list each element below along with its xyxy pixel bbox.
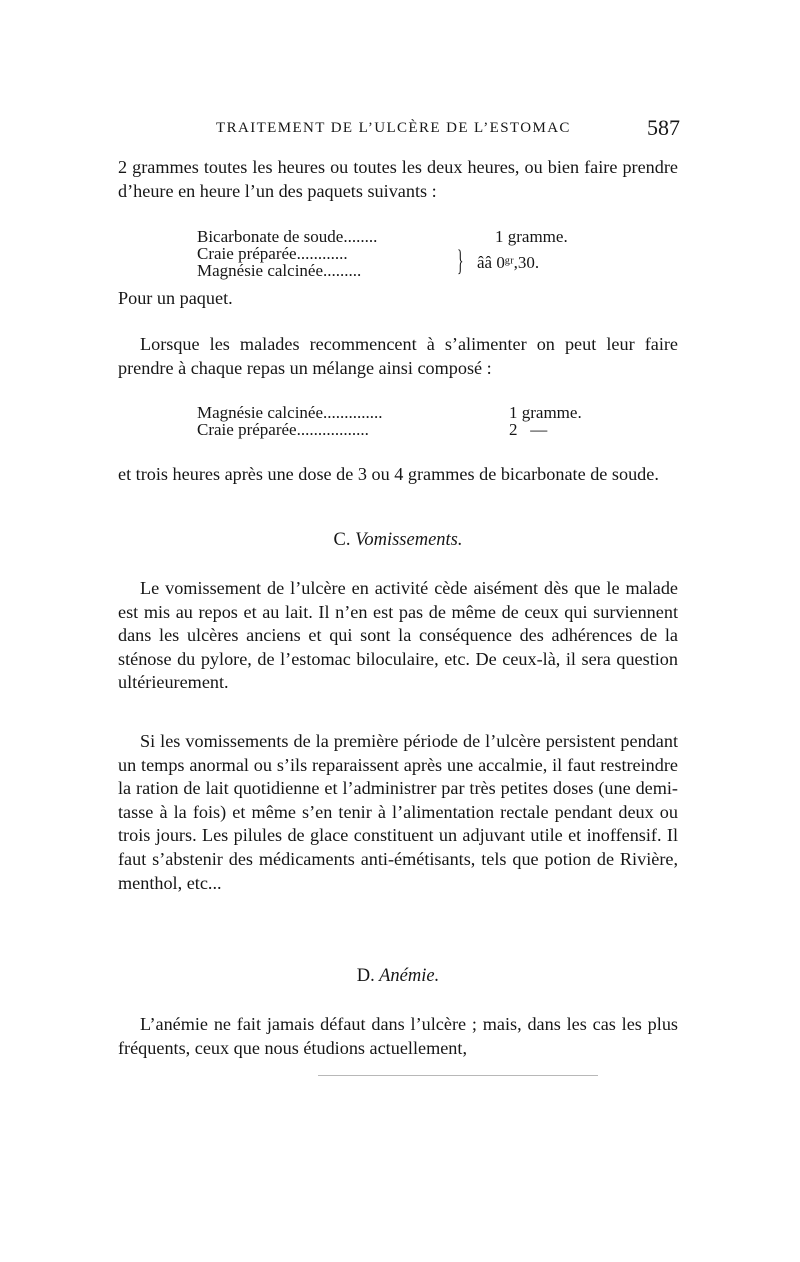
recipe-row [197,420,548,439]
section-title: Vomissements. [355,530,463,550]
page-header [118,116,680,146]
recipe-row [197,403,582,422]
section-heading-anemie [118,966,678,987]
section-letter: D. [356,966,375,986]
ingredient-dose: 1 gramme. [509,403,582,422]
ingredient-name: Magnésie calcinée......... [197,261,362,280]
recipe-row [197,227,568,246]
paragraph-intro: 2 grammes toutes les heures ou toutes les deux heures, ou bien faire prendre d’heure en heure l’un des paquets suivants : [118,157,678,201]
page-number: 587 [647,115,680,140]
paragraph-bicarbonate: et trois heures après une dose de 3 ou 4 grammes de bicarbonate de soude. [118,464,659,484]
paragraph-alimentation: Lorsque les malades recommencent à s’alimenter on peut leur faire prendre à chaque repas un mélange ainsi composé : [118,334,678,378]
section-title: Anémie. [379,966,440,986]
shared-dose: ââ 0ᵍʳ,30. [477,253,540,272]
recipe-repas [197,403,582,439]
paragraph-vomissements-persistants: Si les vomissements de la première période de l’ulcère persistent pendant un temps anormal ou s’ils reparaissent après une accalmie, il faut restreindre la ration de lait quotidienne et l’administrer par très petites doses (une demi-tasse à la fois) et même s’en tenir à l’alimentation rectale pendant deux ou trois jours. Les pilules de glace constituent un adjuvant utile et inoffensif. Il faut s’abstenir des médicaments anti-émétisants, tels que potion de Rivière, menthol, etc... [118,731,678,893]
running-title: TRAITEMENT DE L’ULCÈRE DE L’ESTOMAC [216,120,571,136]
bottom-rule [318,1075,598,1076]
brace-symbol: } [457,244,464,277]
recipe-paquet [197,227,568,280]
ingredient-name: Craie préparée............ [197,244,348,263]
ingredient-name: Magnésie calcinée.............. [197,403,383,422]
paragraph-vomissement-ulcere: Le vomissement de l’ulcère en activité cède aisément dès que le malade est mis au repos et au lait. Il n’en est pas de même de ceux qui surviennent dans les ulcères anciens et qui sont la conséquence des adhérences de la sténose du pylore, de l’estomac biloculaire, etc. De ceux-là, il sera question ultérieurement. [118,578,678,693]
paragraph-pour-un-paquet: Pour un paquet. [118,288,233,308]
paragraph-anemie: L’anémie ne fait jamais défaut dans l’ulcère ; mais, dans les cas les plus fréquents, ceux que nous étudions actuellement, [118,1014,678,1058]
section-letter: C. [333,530,351,550]
recipe-row [197,245,377,262]
ingredient-dose: 2 — [509,420,548,439]
ingredient-name: Bicarbonate de soude........ [197,227,378,246]
recipe-row [197,262,377,279]
ingredient-name: Craie préparée................. [197,420,369,439]
section-heading-vomissements [118,530,678,551]
ingredient-dose: 1 gramme. [495,227,568,246]
